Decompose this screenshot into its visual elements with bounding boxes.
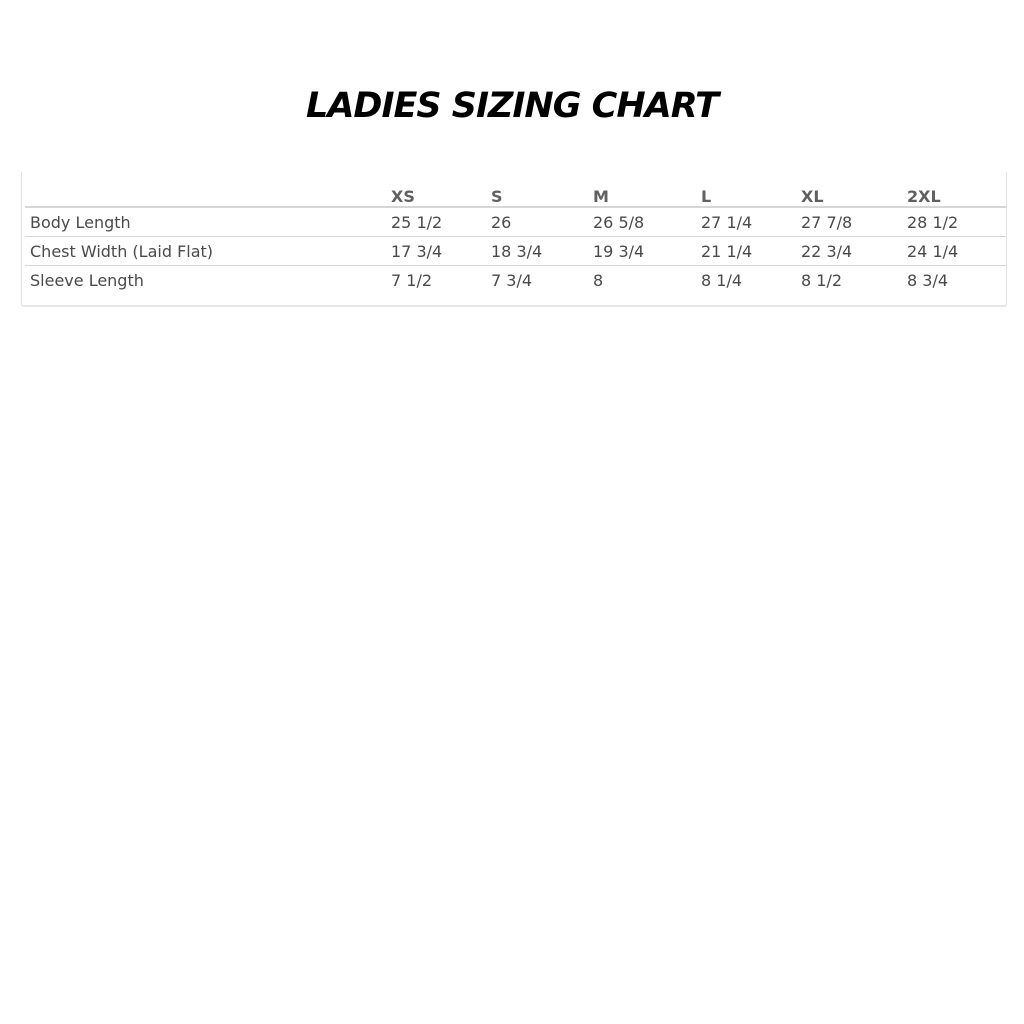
column-header-m: M xyxy=(593,182,701,207)
table-row-sleeve-length xyxy=(25,266,1006,295)
column-header-measurement xyxy=(25,182,391,207)
table-cell: 22 3/4 xyxy=(801,237,907,266)
table-cell: 8 1/4 xyxy=(701,270,743,290)
table-row-body-length xyxy=(25,207,1006,237)
table-cell: 19 3/4 xyxy=(593,237,701,266)
table-cell: 24 1/4 xyxy=(907,237,1006,266)
table-cell: 7 3/4 xyxy=(491,270,533,290)
row-label: Body Length xyxy=(25,207,391,237)
table-cell: 26 xyxy=(491,207,593,237)
row-label: Sleeve Length xyxy=(30,270,144,290)
column-header-l: L xyxy=(701,182,801,207)
table-cell: 17 3/4 xyxy=(391,237,491,266)
column-header-xl: XL xyxy=(801,182,907,207)
column-header-xs: XS xyxy=(391,182,491,207)
page-title: LADIES SIZING CHART xyxy=(306,86,718,126)
table-cell: 18 3/4 xyxy=(491,237,593,266)
table-cell: 8 xyxy=(593,270,604,290)
table-cell: 28 1/2 xyxy=(907,207,1006,237)
table-cell: 7 1/2 xyxy=(391,270,433,290)
column-header-s: S xyxy=(491,182,593,207)
table-cell: 26 5/8 xyxy=(593,207,701,237)
table-cell: 21 1/4 xyxy=(701,237,801,266)
table-cell: 27 1/4 xyxy=(701,207,801,237)
table-cell: 8 1/2 xyxy=(801,270,843,290)
table-cell: 8 3/4 xyxy=(907,270,949,290)
row-label: Chest Width (Laid Flat) xyxy=(25,237,391,266)
sizing-table xyxy=(25,182,1006,294)
column-header-2xl: 2XL xyxy=(907,182,1006,207)
table-header-row xyxy=(25,182,1006,207)
table-cell: 25 1/2 xyxy=(391,207,491,237)
sizing-table-card xyxy=(21,172,1007,307)
table-row-chest-width xyxy=(25,237,1006,266)
table-cell: 27 7/8 xyxy=(801,207,907,237)
